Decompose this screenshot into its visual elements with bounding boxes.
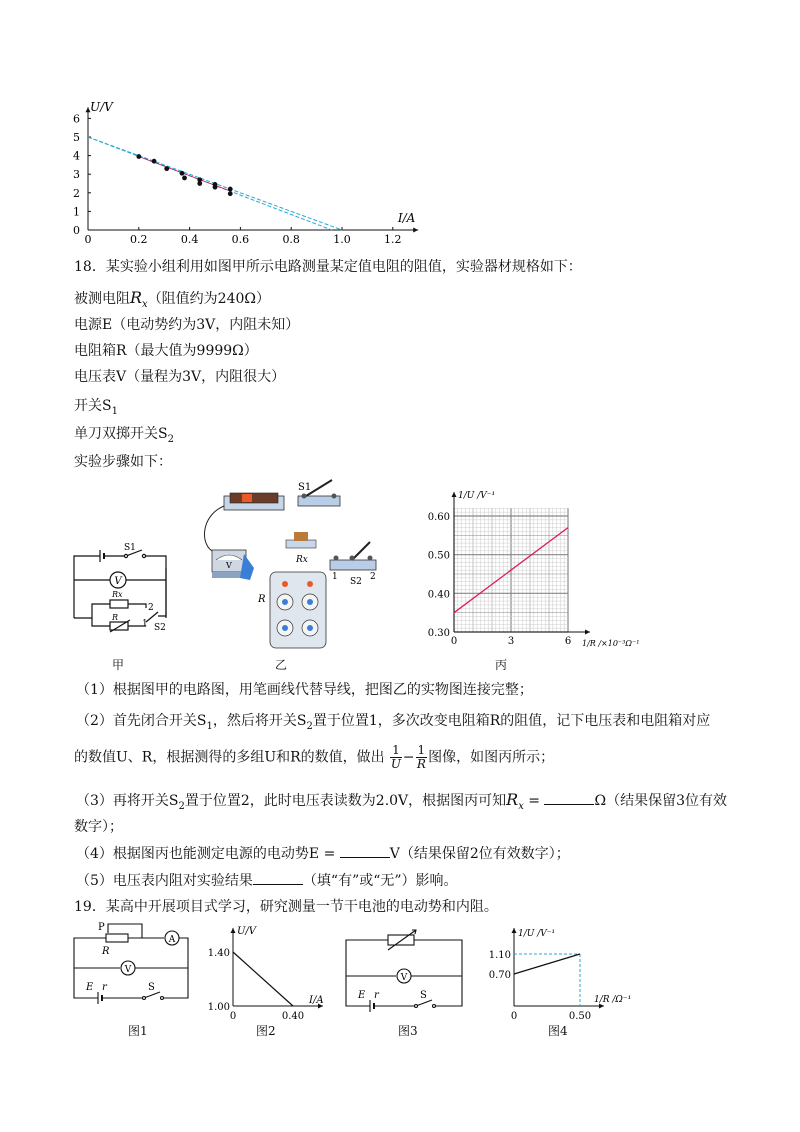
- q18-item-s2: 单刀双掷开关$S_2$: [74, 426, 174, 445]
- top-data-point: [213, 185, 218, 190]
- circuit-jia-pos1: 1: [142, 619, 148, 629]
- q19-fig3-caption: 图3: [398, 1024, 418, 1038]
- q18-part1: （1）根据图甲的电路图，用笔画线代替导线，把图乙的实物图连接完整；: [76, 682, 533, 698]
- q18-item-source: 电源E（电动势约为3V，内阻未知）: [74, 317, 300, 333]
- voltmeter-apparatus: [212, 550, 254, 580]
- top-x-tick-label: 0.6: [231, 233, 250, 246]
- top-x-axis-title: I/A: [397, 211, 416, 225]
- bing-x-axis-title: 1/R /×10⁻³Ω⁻¹: [582, 639, 640, 648]
- circuit-jia: [66, 540, 176, 640]
- q19-fig1-circuit: [68, 920, 198, 1020]
- bing-y-tick-label: 0.60: [427, 512, 450, 523]
- top-data-point: [228, 191, 233, 196]
- top-x-tick-label: 1.0: [333, 233, 351, 246]
- apparatus-r-label: R: [258, 594, 266, 605]
- fig3-v-label: V: [400, 973, 408, 983]
- circuit-jia-pos2: 2: [148, 603, 154, 613]
- bing-y-tick-label: 0.50: [427, 550, 450, 562]
- caption-yi: 乙: [275, 658, 288, 672]
- fig2-x-tick-label: 0: [229, 1011, 237, 1022]
- fig4-line: [514, 954, 580, 974]
- q18-intro: 18．某实验小组利用如图甲所示电路测量某定值电阻的阻值，实验器材规格如下：: [74, 259, 582, 275]
- bing-y-tick-label: 0.30: [427, 628, 450, 639]
- fig1-p-label: P: [98, 922, 105, 933]
- bing-y-tick-label: 0.40: [427, 589, 450, 601]
- top-data-point: [136, 154, 141, 159]
- top-x-tick-label: 0.8: [282, 233, 300, 246]
- apparatus-s2-label: S2: [350, 577, 362, 587]
- fig2-y-axis-head: [231, 928, 236, 933]
- q18-steps-title: 实验步骤如下：: [74, 454, 172, 470]
- fig4-x-tick-label: 0: [510, 1011, 518, 1022]
- fig4-x-tick-label: 0.50: [568, 1011, 592, 1022]
- q19-fig3-circuit: [340, 920, 470, 1020]
- caption-bing: 丙: [495, 658, 508, 672]
- fig1-rr-label: r: [102, 982, 107, 993]
- fig4-y-axis-head: [512, 928, 517, 933]
- top-x-tick-label: 0.2: [130, 233, 148, 246]
- caption-jia: 甲: [112, 658, 125, 672]
- fig4-y-tick-label: 1.10: [488, 950, 511, 961]
- top-x-tick-label: 0: [84, 233, 92, 246]
- top-x-axis-head: [413, 228, 418, 233]
- bing-y-axis-title: 1/U /V⁻¹: [458, 491, 496, 501]
- apparatus-rx-label: Rx: [296, 555, 308, 565]
- fig3-rr-label: r: [374, 990, 379, 1001]
- circuit-jia-s1-label: S1: [124, 543, 136, 553]
- q18-item-box: 电阻箱R（最大值为9999Ω）: [74, 343, 258, 359]
- resistance-box: [270, 572, 326, 648]
- circuit-jia-v-label: V: [114, 576, 122, 587]
- battery-pack: [224, 493, 284, 510]
- frac-1-over-r: $\frac{1}{R}$: [416, 743, 426, 771]
- fig1-s-label: S: [148, 982, 155, 993]
- graph-bing: [420, 480, 650, 660]
- bing-x-tick-label: 6: [564, 636, 572, 647]
- fig2-y-axis-title: U/V: [237, 926, 257, 937]
- fig4-y-tick-label: 0.70: [488, 970, 511, 981]
- fig1-v-label: V: [124, 965, 132, 975]
- q19-fig4-chart: [488, 922, 638, 1022]
- bing-x-tick-label: 3: [507, 636, 515, 647]
- apparatus-yi: [200, 476, 380, 656]
- q18-item-voltmeter: 电压表V（量程为3V，内阻很大）: [74, 369, 286, 385]
- top-data-point: [228, 187, 233, 192]
- q19-intro: 19．某高中开展项目式学习，研究测量一节干电池的电动势和内阻。: [74, 899, 498, 915]
- fig2-x-tick-label: 0.40: [281, 1011, 305, 1022]
- top-data-point: [197, 181, 202, 186]
- q18-part3-line2: 数字）；: [74, 819, 123, 835]
- answer-blank-emf[interactable]: [340, 845, 390, 858]
- fig2-y-tick-label: 1.00: [207, 1002, 230, 1013]
- frac-1-over-u: $\frac{1}{U}$: [390, 743, 402, 771]
- circuit-jia-rx-label: Rx: [112, 590, 123, 599]
- top-y-tick-label: 1: [73, 205, 80, 219]
- top-y-tick-label: 2: [73, 186, 80, 200]
- q18-part4: （4）根据图丙也能测定电源的电动势E = V（结果保留2位有效数字）；: [76, 846, 570, 862]
- fig2-x-axis-title: I/A: [309, 995, 324, 1006]
- top-y-tick-label: 6: [73, 112, 80, 126]
- fig4-x-axis-title: 1/R /Ω⁻¹: [594, 995, 632, 1005]
- q18-part5: （5）电压表内阻对实验结果 （填“有”或“无”）影响。: [76, 873, 458, 889]
- apparatus-pos2: 2: [370, 572, 376, 582]
- fig1-r-label: R: [102, 946, 110, 957]
- top-data-point: [164, 166, 169, 171]
- q18-part2-line1: （2）首先闭合开关$S_1$，然后将开关$S_2$置于位置1，多次改变电阻箱R的阻值，记下电压表和电阻箱对应: [76, 713, 711, 732]
- top-y-tick-label: 4: [73, 149, 80, 163]
- q18-part3-line1: （3）再将开关$S_2$置于位置2，此时电压表读数为2.0V，根据图丙可知$R_x = \Omega$（结果保留3位有效: [76, 790, 727, 812]
- bing-y-axis-head: [452, 492, 457, 497]
- q19-fig2-chart: [205, 922, 335, 1022]
- fig3-s-label: S: [420, 990, 427, 1001]
- fig2-y-tick-label: 1.40: [207, 948, 230, 959]
- bing-x-axis-head: [585, 630, 590, 635]
- top-y-tick-label: 0: [73, 224, 80, 237]
- circuit-jia-r-label: R: [112, 613, 119, 622]
- switch-s2-apparatus: [330, 542, 376, 570]
- apparatus-s1-label: S1: [298, 482, 312, 493]
- top-y-axis-title: U/V: [90, 100, 113, 115]
- top-ui-chart: [60, 88, 420, 248]
- q19-fig4-caption: 图4: [548, 1024, 568, 1038]
- answer-blank-rx[interactable]: [544, 792, 594, 805]
- fig1-e-label: E: [86, 982, 94, 993]
- rx-apparatus: [286, 532, 316, 548]
- answer-blank-influence[interactable]: [253, 872, 303, 885]
- q19-fig1-caption: 图1: [128, 1024, 148, 1038]
- top-data-point: [182, 176, 187, 181]
- top-x-tick-label: 0.4: [180, 233, 199, 246]
- top-data-point: [180, 171, 185, 176]
- fig4-y-axis-title: 1/U /V⁻¹: [518, 929, 556, 939]
- apparatus-pos1: 1: [332, 572, 338, 582]
- fig1-a-label: A: [168, 935, 176, 945]
- q18-part2-line2: 的数值U、R，根据测得的多组U和R的数值，做出 $\frac{1}{U}$ − $\frac{1}{R}$ 图像，如图丙所示；: [74, 743, 555, 771]
- circuit-jia-s2-label: S2: [154, 623, 166, 633]
- top-y-tick-label: 5: [73, 131, 80, 144]
- bing-x-tick-label: 0: [450, 636, 458, 647]
- fig2-line: [233, 952, 293, 1006]
- q18-item-rx: 被测电阻$R_x$（阻值约为240Ω）: [74, 288, 271, 310]
- top-x-tick-label: 1.2: [384, 233, 402, 246]
- q18-item-s1: 开关$S_1$: [74, 398, 118, 417]
- apparatus-v-label: V: [226, 561, 232, 570]
- q19-fig2-caption: 图2: [256, 1024, 276, 1038]
- top-y-tick-label: 3: [73, 168, 80, 182]
- fig3-e-label: E: [358, 990, 366, 1001]
- top-data-point: [152, 159, 157, 164]
